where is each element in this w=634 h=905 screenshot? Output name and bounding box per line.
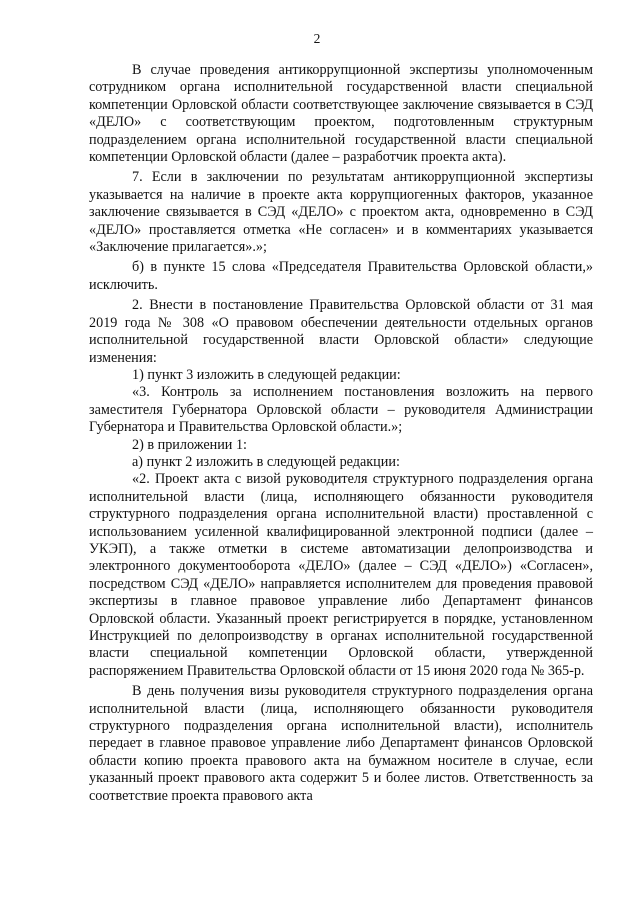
page-number: 2 [313,31,321,46]
paragraph-item-7: 7. Если в заключении по результатам антикоррупционной экспертизы указывается на наличие в проекте акта коррупциогенных факторов, указанное заключение связывается в СЭД «ДЕЛО» с проектом акта, одновременно в СЭД «ДЕЛО» проставляется отметка «Не согласен» и в комментариях указывается «Заключение прилагается».»; [89,169,593,256]
paragraph-clause-2-text: «2. Проект акта с визой руководителя структурного подразделения органа исполнительной власти (лица, исполняющего обязанности руководителя структурного подразделения органа исполнительной власти) проставленной с использованием усиленной квалифицированной электронной подписи (далее – УКЭП), а также отметки в системе автоматизации делопроизводства и электронного документооборота «ДЕЛО» (далее – СЭД «ДЕЛО») «Согласен», посредством СЭД «ДЕЛО» направляется исполнителем для проведения правовой экспертизы в главное правовое управление либо Департамент финансов Орловской области. Указанный проект регистрируется в порядке, установленном Инструкцией по делопроизводству в органах исполнительной государственной власти специальной компетенции Орловской области, утвержденной распоряжением Правительства Орловской области от 15 июня 2020 года № 365-р. [89,471,593,679]
paragraph-expertise-conclusion: В случае проведения антикоррупционной экспертизы уполномоченным сотрудником органа исполнительной государственной власти специальной компетенции Орловской области соответствующее заключение связывается в СЭД «ДЕЛО» с соответствующим проектом, подготовленным структурным подразделением органа исполнительной государственной власти специальной компетенции Орловской области (далее – разработчик проекта акта). [89,62,593,166]
paragraph-control-clause: «3. Контроль за исполнением постановления возложить на первого заместителя Губернатора Орловской области – руководителя Администрации Губернатора и Правительства Орловской области.»; [89,384,593,436]
paragraph-visa-day: В день получения визы руководителя структурного подразделения органа исполнительной власти (лица, исполняющего обязанности руководителя структурного подразделения органа исполнительной власти), исполнитель передает в главное правовое управление либо Департамент финансов Орловской области копию проекта правового акта на бумажном носителе в случае, если указанный проект правового акта содержит 5 и более листов. Ответственность за соответствие проекта правового акта [89,683,593,804]
paragraph-subitem-b: б) в пункте 15 слова «Председателя Правительства Орловской области,» исключить. [89,259,593,293]
paragraph-point-2: 2) в приложении 1: [132,436,247,453]
paragraph-item-2-amend: 2. Внести в постановление Правительства Орловской области от 31 мая 2019 года № 308 «О правовом обеспечении деятельности отдельных органов исполнительной государственной власти Орловской области» следующие изменения: [89,297,593,366]
paragraph-point-1: 1) пункт 3 изложить в следующей редакции: [132,366,401,383]
document-body [89,62,593,805]
paragraph-subitem-a: а) пункт 2 изложить в следующей редакции: [132,453,400,470]
